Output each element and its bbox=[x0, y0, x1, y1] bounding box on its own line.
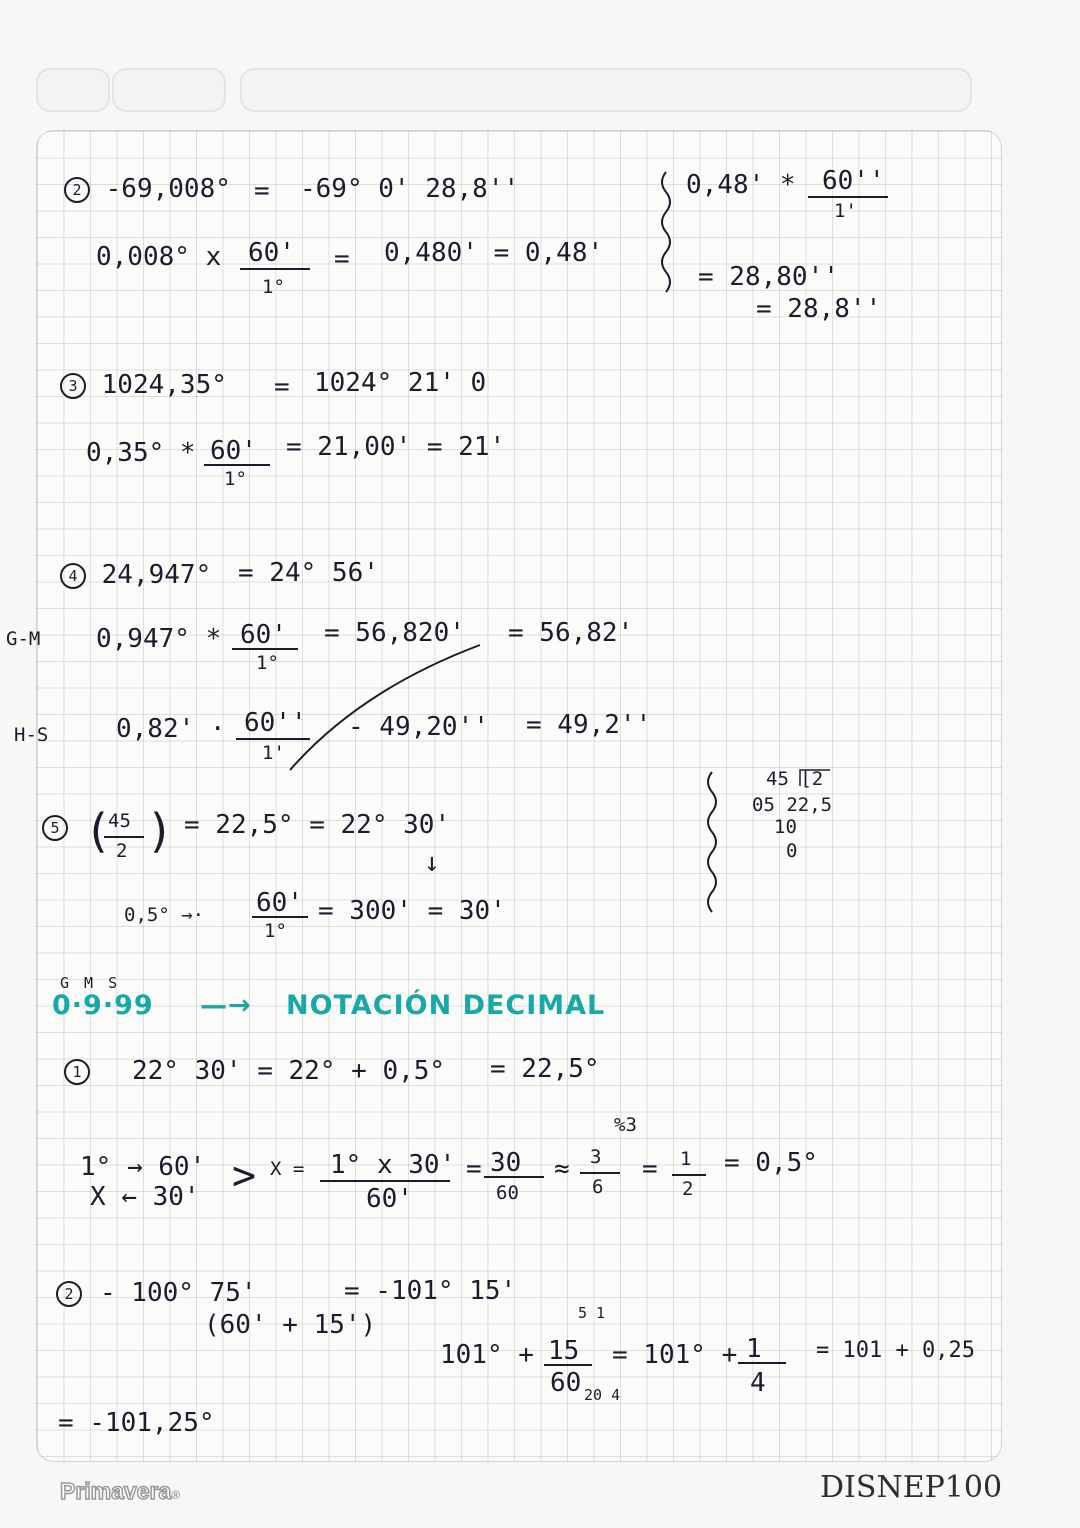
d1-f2-num: 3 bbox=[590, 1146, 602, 1168]
d2-line2a: 101° + bbox=[440, 1340, 534, 1370]
d2-f2-num: 1 bbox=[746, 1334, 762, 1364]
ex2-line2a: 0,008° x bbox=[96, 242, 222, 272]
d1-f3-den: 2 bbox=[682, 1178, 694, 1200]
d1-x-eq: X = bbox=[270, 1158, 305, 1180]
ex4-line3a: 0,82' · bbox=[116, 714, 226, 744]
ex5-division-4: 0 bbox=[786, 840, 798, 862]
ex4-value: 24,947° bbox=[101, 560, 212, 590]
d1-f1-num: 30 bbox=[490, 1148, 522, 1178]
d1-brace: > bbox=[232, 1153, 257, 1199]
ex5-arrow: ↓ bbox=[424, 848, 440, 878]
ex4-frac2-num: 60'' bbox=[244, 708, 307, 738]
d1-eq-a: = bbox=[466, 1154, 482, 1184]
ex3-line2a: 0,35° * bbox=[86, 438, 196, 468]
ex5-line2a: 0,5° →· bbox=[124, 904, 205, 926]
d2-number: 2 bbox=[56, 1281, 82, 1307]
d2-f2-den: 4 bbox=[750, 1368, 766, 1398]
ex3-value: 1024,35° bbox=[101, 370, 227, 400]
d1-rule2: X ← 30' bbox=[90, 1182, 200, 1212]
ex2-frac-num: 60' bbox=[248, 238, 295, 268]
ex2-side2: = 28,80'' bbox=[698, 262, 839, 292]
d1-x-den: 60' bbox=[366, 1184, 413, 1214]
d1-approx: ≈ bbox=[554, 1154, 570, 1184]
ex5-division-3: 10 bbox=[774, 816, 797, 838]
ex5-line2d: = 300' = 30' bbox=[318, 896, 506, 926]
ex4-line2d: = 56,820' bbox=[324, 618, 465, 648]
d1-line1: 22° 30' = 22° + 0,5° bbox=[132, 1056, 446, 1086]
section-gms-labels: G M S bbox=[60, 974, 118, 992]
d2-line1b: (60' + 15') bbox=[204, 1310, 377, 1340]
d1-f1-den: 60 bbox=[496, 1182, 519, 1204]
d1-x-num: 1° x 30' bbox=[330, 1150, 456, 1180]
ex2-eq2: = bbox=[334, 244, 350, 274]
ex4-line2a: 0,947° * bbox=[96, 624, 222, 654]
section-title: NOTACIÓN DECIMAL bbox=[286, 990, 606, 1021]
ex2-side-frac-den: 1' bbox=[834, 200, 857, 222]
ex2-value: -69,008° bbox=[105, 174, 231, 204]
ex2-side1a: 0,48' * bbox=[686, 170, 796, 200]
d2-f-den: 60 bbox=[550, 1368, 582, 1398]
ex2-number: 2 bbox=[64, 177, 90, 203]
ex3-frac-den: 1° bbox=[224, 468, 247, 490]
d2-f-top: 5 1 bbox=[578, 1304, 606, 1322]
d1-f2-den: 6 bbox=[592, 1176, 604, 1198]
ex4-frac-num: 60' bbox=[240, 620, 287, 650]
ex5-division-1: 45 ⌊2 bbox=[766, 768, 824, 790]
ex5-division-2: 05 22,5 bbox=[752, 794, 833, 816]
ex4-line3d: - 49,20'' bbox=[348, 712, 489, 742]
ex5-frac2-den: 1° bbox=[264, 920, 287, 942]
ex5-paren-open: ( bbox=[84, 804, 112, 858]
section-arrow: —→ bbox=[200, 990, 252, 1021]
d1-result: = 22,5° bbox=[490, 1054, 600, 1084]
d1-f3-num: 1 bbox=[680, 1148, 692, 1170]
ex2-side3: = 28,8'' bbox=[756, 294, 882, 324]
ex2-eq1: = bbox=[254, 176, 270, 206]
ex4-line3e: = 49,2'' bbox=[526, 710, 652, 740]
d1-f2-top: %3 bbox=[614, 1114, 637, 1136]
section-notation: 0·9·99 bbox=[52, 990, 154, 1021]
ex4-frac2-den: 1' bbox=[262, 742, 285, 764]
ex3-line2d: = 21,00' = 21' bbox=[286, 432, 506, 462]
ex2-frac-den: 1° bbox=[262, 276, 285, 298]
ex5-division-bracket bbox=[800, 770, 830, 786]
d1-result2: = 0,5° bbox=[724, 1148, 818, 1178]
ex5-frac2-num: 60' bbox=[256, 888, 303, 918]
d2-result: = -101° 15' bbox=[344, 1276, 517, 1306]
ex2-line2e: 0,480' = 0,48' bbox=[384, 238, 604, 268]
notebook-brand-mark: ® bbox=[171, 1488, 181, 1502]
d1-eq: = bbox=[642, 1154, 658, 1184]
d2-f-num: 15 bbox=[548, 1336, 580, 1366]
disney-100-logo: DISNEP100 bbox=[820, 1470, 1003, 1505]
d2-f-sub: 20 4 bbox=[584, 1386, 621, 1404]
ex3-number: 3 bbox=[60, 373, 86, 399]
ex5-side-brace bbox=[708, 772, 716, 912]
ex5-paren-close: ) bbox=[146, 804, 174, 858]
d2-line1: - 100° 75' bbox=[100, 1278, 257, 1308]
notebook-brand-name: Primavera bbox=[60, 1478, 172, 1504]
ex5-frac-num: 45 bbox=[108, 810, 131, 832]
ex4-number: 4 bbox=[60, 563, 86, 589]
ex4-gm-label: G-M bbox=[6, 628, 41, 650]
ex4-connector-line bbox=[290, 645, 480, 770]
d2-line2c: = 101 + 0,25 bbox=[816, 1338, 975, 1363]
ex5-result: = 22,5° = 22° 30' bbox=[184, 810, 451, 840]
ex4-ms-label: H-S bbox=[14, 724, 49, 746]
ex4-line2e: = 56,82' bbox=[508, 618, 634, 648]
ex2-result: -69° 0' 28,8'' bbox=[300, 174, 520, 204]
ex3-eq1: = bbox=[274, 372, 290, 402]
d2-line2b: = 101° + bbox=[612, 1340, 738, 1370]
ex5-number: 5 bbox=[42, 815, 68, 841]
d1-number: 1 bbox=[64, 1059, 90, 1085]
ex3-result: 1024° 21' 0 bbox=[314, 368, 487, 398]
ex5-frac-den: 2 bbox=[116, 840, 128, 862]
notebook-brand bbox=[60, 1478, 180, 1505]
d2-final: = -101,25° bbox=[58, 1408, 215, 1438]
ex3-frac-num: 60' bbox=[210, 436, 257, 466]
ex4-result: = 24° 56' bbox=[238, 558, 379, 588]
ex2-side-frac-num: 60'' bbox=[822, 166, 885, 196]
d1-rule1: 1° → 60' bbox=[80, 1152, 206, 1182]
ex2-side-brace bbox=[662, 172, 670, 292]
ex4-frac-den: 1° bbox=[256, 652, 279, 674]
